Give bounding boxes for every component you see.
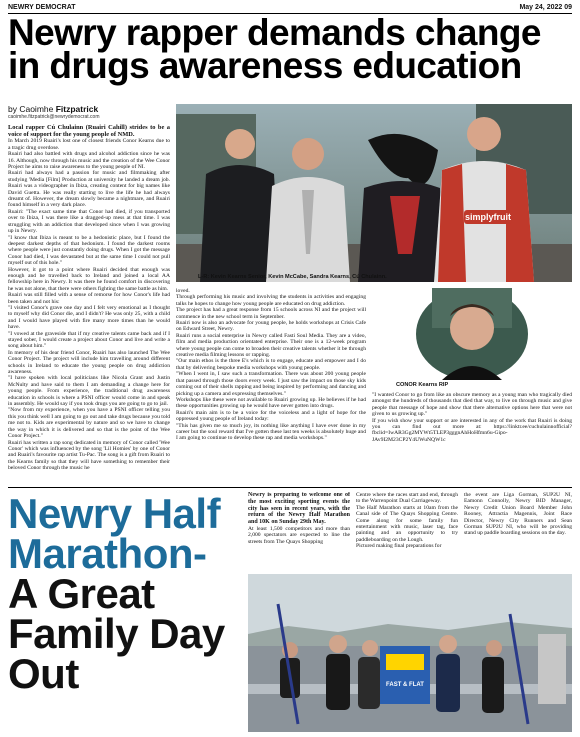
- article1-paragraph: "Now from my experience, when you have a PSNI officer telling you this you think well I am going to go out and take drugs because you told me not to. Kids are experimental by nature and so we have to change the way in which it is delivered and so that is the point of the Wee Conor Project.": [8, 407, 170, 440]
- marathon-headline-black: A Great Family Day Out: [8, 570, 225, 697]
- article1-paragraph: Ruairi had always had a passion for music and filmmaking after studying 'Media [Film] Production at university he landed a dream job. Ruairi was a videographer in Ibiza, creating content for big names like David Guetta. He was really starting to live the life he had always dreamt of. However, the dream slowly became a nightmare, and Ruairi found himself in a very dark place.: [8, 170, 170, 209]
- article1-paragraph: Ruairi had also battled with drugs and alcohol addiction since he was 16. Although, now through his music and the creation of the Wee Conor Project he aims to raise awareness to the young people of NI.: [8, 151, 170, 171]
- article1-column-3: [372, 392, 572, 482]
- article1-paragraph: "When I went in, I saw such a transformation. There was about 200 young people that passed through those doors every week. I just saw the impact on those sky kids coming out of their shells rapping and being inspired by performing and dancing and picking up a camera and expressing themselves.": [176, 371, 366, 397]
- article2-lead: Newry is preparing to welcome one of the most exciting sporting events the city has seen in recent years, with the return of the Newry Half Marathon and 10K on Sunday 29th May.: [248, 492, 350, 526]
- byline-surname: Fitzpatrick: [55, 104, 99, 114]
- article1-paragraph: The project has had a great response from 15 schools across NI and the project will commence in the new school term in September.: [176, 307, 366, 320]
- article1-column-2: [176, 288, 366, 482]
- article1-paragraph: "I visited Conor's grave one day and I felt very emotional as I thought to myself why did Conor die, and I didn't? He was only 25, with a child and I would have played with fire many more times than he would have.: [8, 304, 170, 331]
- article1-paragraph: Through performing his music and involving the students in activities and engaging talks he hopes to change how young people are educated on drug addiction.: [176, 294, 366, 307]
- byline: [8, 104, 98, 114]
- marathon-photo-image: [248, 574, 572, 732]
- article1-paragraph: Ruairi was still filled with a sense of remorse for how Conor's life had been taken and not his:: [8, 292, 170, 305]
- article2-paragraph: At least 1,500 competitors and more than 2,000 spectators are expected to line the streets from The Quays Shopping: [248, 525, 350, 545]
- article-divider: [8, 487, 572, 488]
- article-headline: Newry rapper demands change in drugs awareness education: [8, 12, 541, 86]
- marathon-headline: [8, 490, 238, 697]
- group-photo: [176, 104, 572, 282]
- article1-paragraph: Ruairi has written a rap song dedicated in memory of Conor called 'Wee Conor' which was influenced by the song 'Lil Homies' by one of Conor and Ruairi's favourite rap artist Tu-Pac. The song is a gift from Ruairi to the Kearns family so that they will have something to remember their beloved Conor through the music he: [8, 439, 170, 472]
- article1-paragraph: If you wish show your support or are interested in any of the work that Ruairi is doing you can find out more at: https://linktr.ee/cuchulainnofficial?fbclid=IwAR3Gg2MYWt5TLEP3gggnAhHoHfmn6u-Gipo-JAv9I2M23CP2Y4UWuNQW1c: [372, 417, 572, 443]
- group-photo-caption: L-R: Kevin Kearns Senior, Kevin McCabe, Sandra Kearns, Cú Chulainn.: [198, 274, 387, 280]
- article1-paragraph: "Our main ethos is the three E's which is to engage, educate and empower and I do that by delivering bespoke media workshops with young people.: [176, 358, 366, 371]
- marathon-headline-blue: Newry Half Marathon: [8, 490, 221, 577]
- banner-text: FAST & FLAT: [386, 682, 424, 688]
- article1-paragraph: Ruairi: "The exact same time that Conor had died, if you transported over to Ibiza, I was there like a dragged-up mess at that time. I was struggling with an addiction that developed since when I was growing up in Newry.: [8, 208, 170, 235]
- article1-paragraph: "This has given me so much joy, its nothing like anything I have ever done in my career but the soul reward that I've gotten these last ten weeks is absolutely huge and I am going to continue to develop these rap and media workshops.": [176, 422, 366, 442]
- marathon-photo: [248, 574, 572, 732]
- article1-paragraph: Ruairi's main aim is to be a voice for the voiceless and a light of hope for the oppressed young people of Ireland today:: [176, 409, 366, 423]
- author-email: caoimhe.fitzpatrick@newrydemocrat.com: [8, 114, 100, 120]
- article1-paragraph: loved.: [176, 288, 190, 294]
- article1-paragraph: In March 2019 Ruairi's lost one of closest friends Conor Kearns due to a tragic drug overdose.: [8, 138, 170, 151]
- article1-column-1: [8, 124, 170, 482]
- portrait-photo: [372, 288, 572, 380]
- article2-paragraph: the event are Liga Gorman, SUP2U NI, Eamonn Connolly, Newry BID Manager, Newry Credit Union Board Member John Rooney, Attractia Magennis, Joint Race Director, Newry City Runners and Sean Gorman SUP2U NI, who will be providing stand up paddle boarding sessions on the day.: [464, 492, 572, 537]
- article1-paragraph: Workshops like these were not available to Ruairi growing up. He believes if he had these opportunities growing up he would have never gotten into drugs.: [176, 396, 366, 410]
- article2-paragraph: The Half Marathon starts at 10am from the Canal side of The Quays Shopping Centre. Come along for some family fun entertainment with music, laser tag, face painting and an opportunity to try paddleboarding on the Lough.: [356, 504, 458, 543]
- paper-name: NEWRY DEMOCRAT: [8, 4, 76, 11]
- article1-paragraph: In memory of his dear friend Conor, Ruairi has also launched The Wee Conor Project. The project will include him travelling around different schools in Ireland to educate the young people on drug addiction awareness.: [8, 349, 170, 376]
- issue-date: May 24, 2022 09: [519, 4, 572, 11]
- group-photo-image: [176, 104, 572, 282]
- shirt-logo-text: simplyfruit: [464, 212, 512, 222]
- article1-paragraph: "I vowed at the graveside that if my creative talents came back and if I stayed sober, I would create a project about Conor and live and write a song about him.": [8, 330, 170, 350]
- article2-column-1: [248, 492, 350, 570]
- marathon-headline-dash: -: [193, 530, 207, 577]
- article1-paragraph: Ruairi runs a social enterprise in Newry called Fasti Soul Media. They are a video, film and media production orientated enterprise. Their one is a 12-week program where young people can come to broaden their creative talents whether it be through creative media filming lessons or rapping.: [176, 332, 366, 359]
- article1-paragraph: "I wanted Conor to go from like an obscure memory as a young man who tragically died amongst the hundreds of thousands that died that way, to live on through music and give people that message of hope and show that there alternative options here that were not given to us growing up.": [372, 392, 572, 418]
- article1-paragraph: Ruairi now is also an advocate for young people, he holds workshops at Crisis Cafe on Edward Street, Newry.: [176, 320, 366, 333]
- article2-column-2: [356, 492, 458, 570]
- article1-paragraph: "I have spoken with local politicians like Nicola Grant and Justin McNulty and have said to them I am demanding a change here for young people. From experience, the traditional drug awareness education in schools is where a PSNI officer would come in and speak in assembly. He would say if you took drugs you are going to go to jail.: [8, 375, 170, 408]
- article1-paragraph: "I know that Ibiza is meant to be a hedonistic place, but I found the deepest darkest depths of that hedonism. I found the darkest rooms where people were just constantly doing drugs. When I got the message Conor had died, I was devastated but at the same time I could not pull myself out of this hole.": [8, 234, 170, 267]
- portrait-photo-image: [372, 288, 572, 380]
- article2-column-3: [464, 492, 572, 570]
- article2-paragraph: Centre where the races start and end, through to the Warrenpoint Dual Carriageway.: [356, 492, 458, 505]
- byline-prefix: by Caoimhe: [8, 104, 56, 114]
- article1-lead: Local rapper Cú Chulainn (Ruairi Cahill) strides to be a voice of support for the young people of NMD.: [8, 124, 170, 139]
- article2-paragraph: Pictured making final preparations for: [356, 543, 442, 550]
- article1-paragraph: However, it got to a point where Ruairi decided that enough was enough and he travelled back to Ireland and joined a local AA fellowship here in Newry. It was there he found comfort in discovering he was not alone, that there were others fighting the same battle as him.: [8, 266, 170, 292]
- portrait-caption: CONOR Kearns RIP: [396, 382, 449, 388]
